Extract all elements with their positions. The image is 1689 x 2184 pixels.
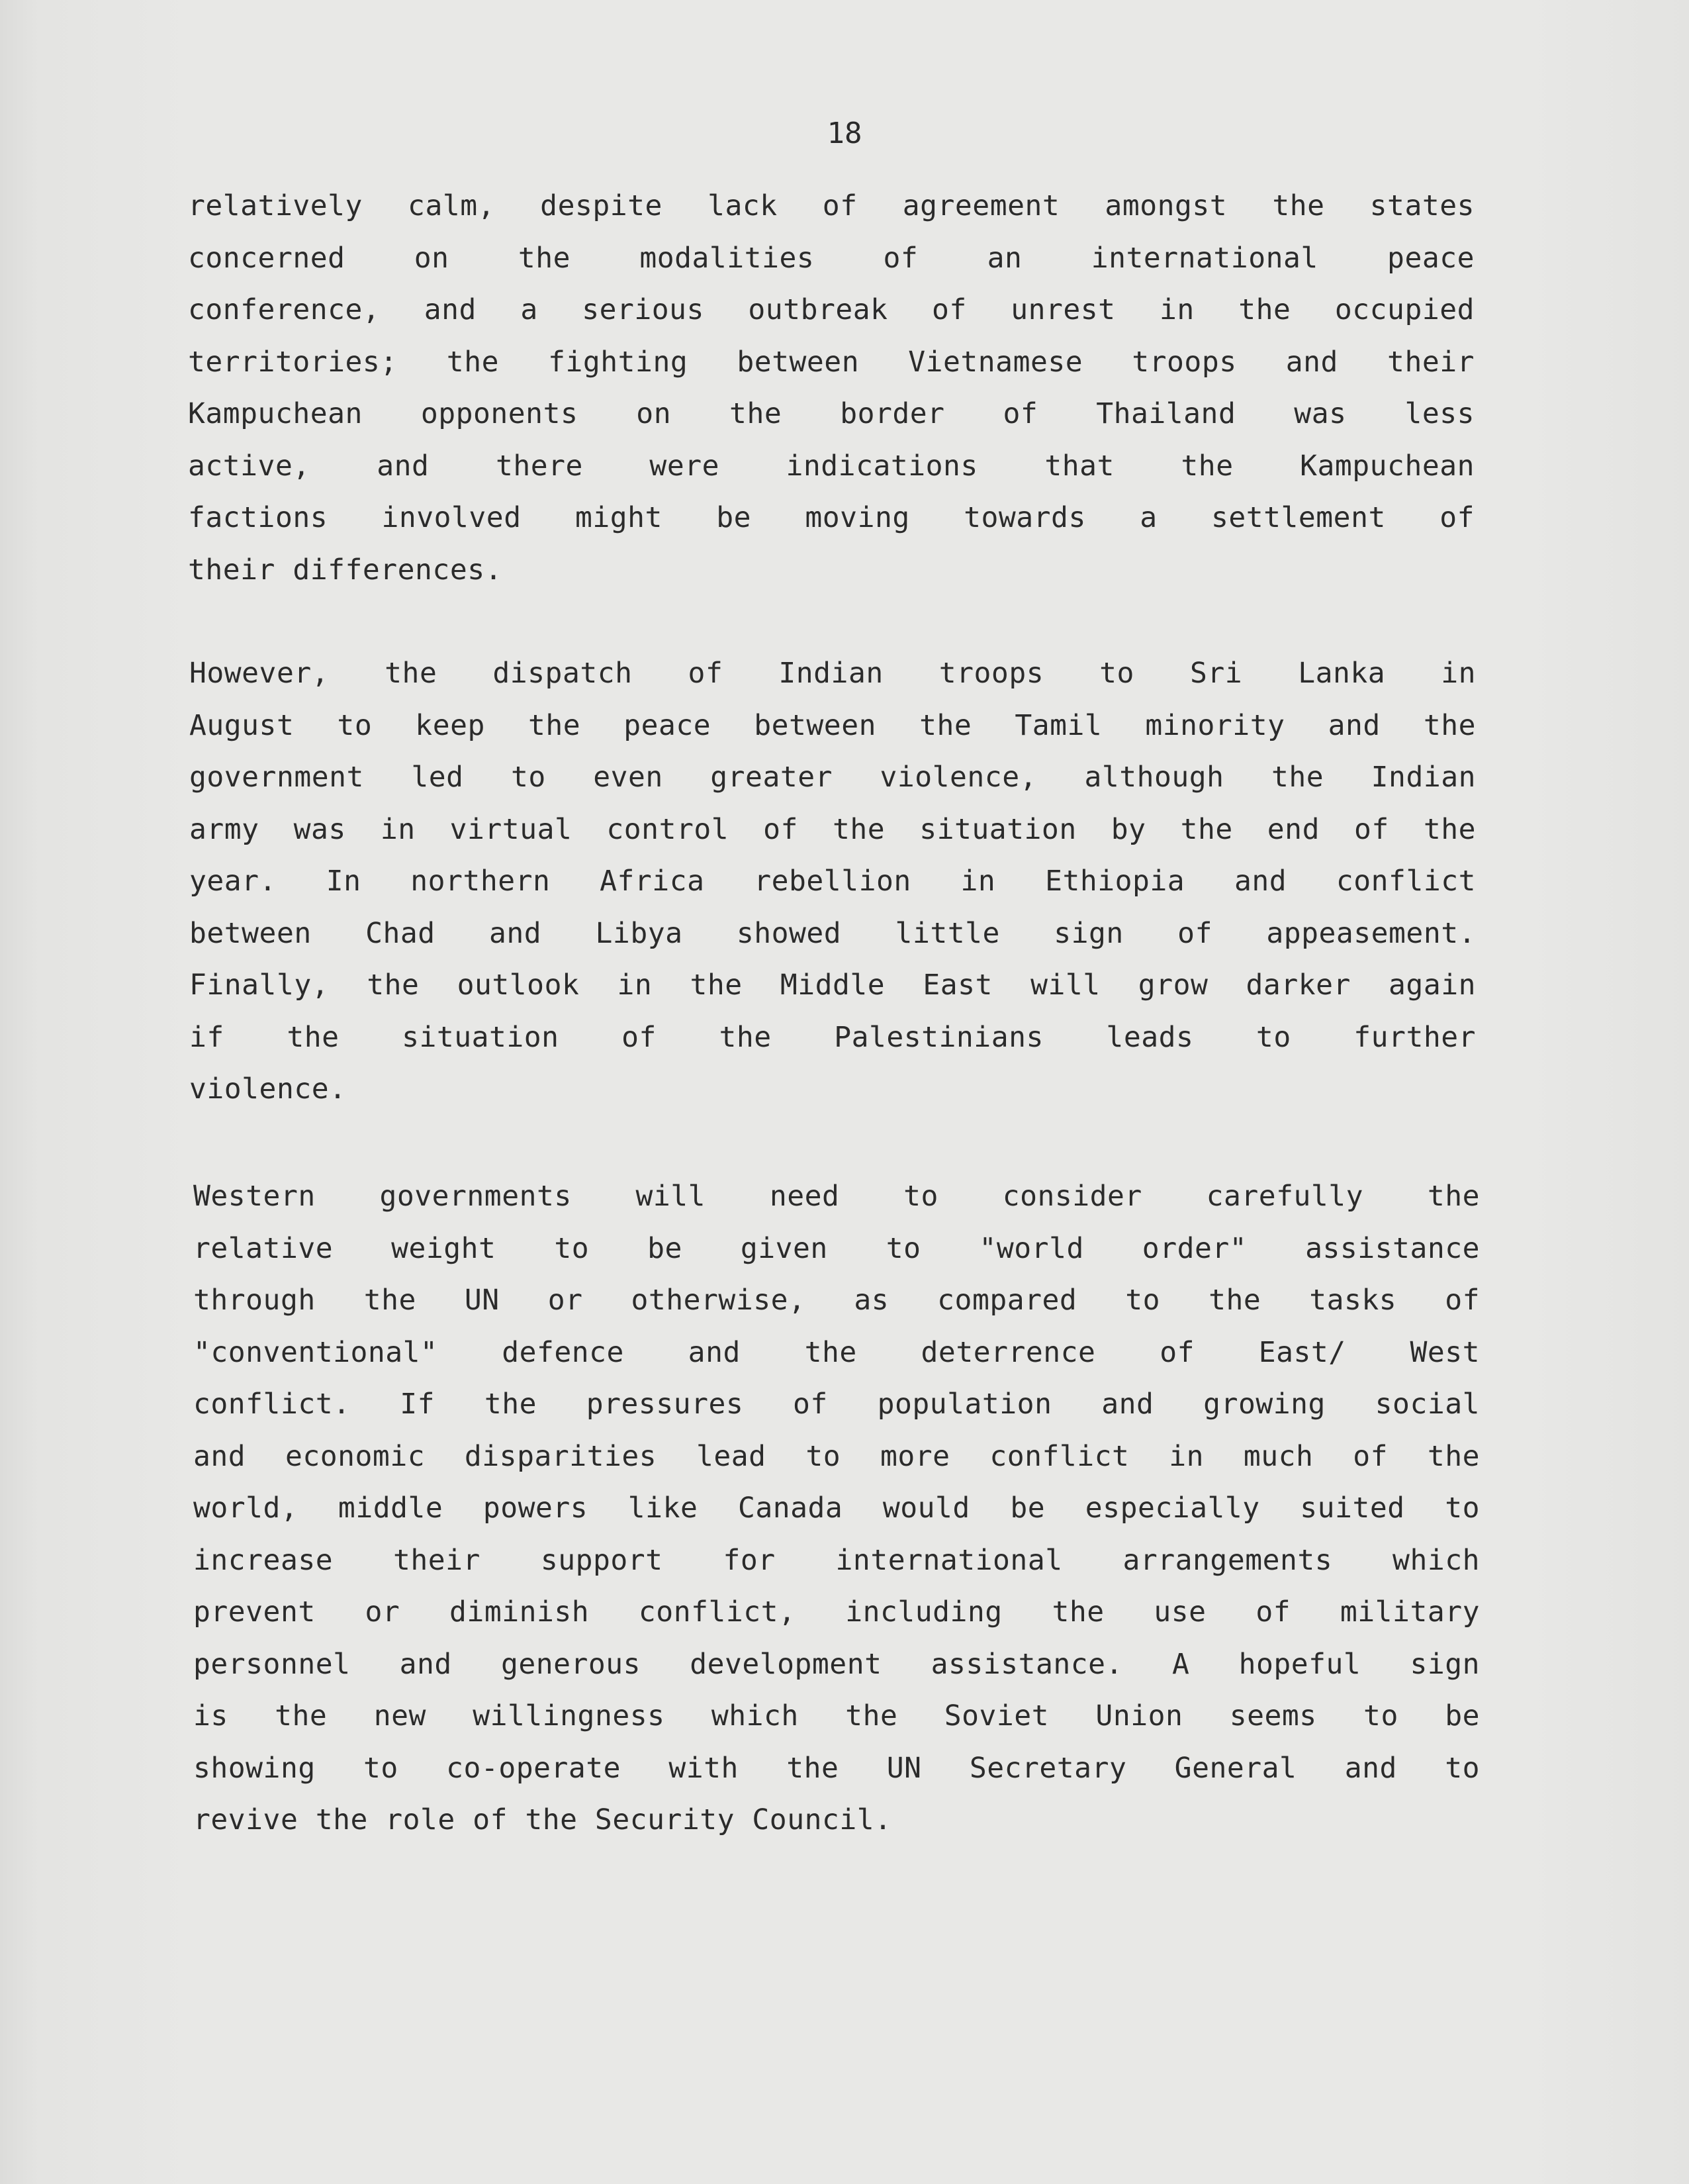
text-line: increase their support for international arrangements which bbox=[193, 1543, 1480, 1577]
text-line: between Chad and Libya showed little sign of appeasement. bbox=[189, 916, 1476, 950]
text-line: prevent or diminish conflict, including the use of military bbox=[193, 1595, 1480, 1629]
text-line: August to keep the peace between the Tamil minority and the bbox=[189, 708, 1476, 742]
text-line: personnel and generous development assistance. A hopeful sign bbox=[193, 1647, 1480, 1681]
text-line: Kampuchean opponents on the border of Thailand was less bbox=[188, 397, 1475, 430]
text-line: violence. bbox=[189, 1072, 347, 1106]
text-line: relatively calm, despite lack of agreement amongst the states bbox=[188, 189, 1475, 222]
text-line: showing to co-operate with the UN Secretary General and to bbox=[193, 1751, 1480, 1785]
text-line: relative weight to be given to "world order" assistance bbox=[193, 1231, 1480, 1265]
text-line: Finally, the outlook in the Middle East will grow darker again bbox=[189, 969, 1476, 1002]
page-number: 18 bbox=[827, 117, 862, 150]
text-line: government led to even greater violence, although the Indian bbox=[189, 761, 1476, 794]
text-line: world, middle powers like Canada would be especially suited to bbox=[193, 1492, 1480, 1525]
text-line: their differences. bbox=[188, 553, 502, 587]
text-line: and economic disparities lead to more conflict in much of the bbox=[193, 1439, 1480, 1473]
paragraph-1 bbox=[188, 180, 1475, 596]
paragraph-3 bbox=[193, 1170, 1480, 1846]
text-line: if the situation of the Palestinians leads to further bbox=[189, 1020, 1476, 1054]
text-line: Western governments will need to consider carefully the bbox=[193, 1180, 1480, 1213]
text-line: territories; the fighting between Vietnamese troops and their bbox=[188, 345, 1475, 379]
text-line: through the UN or otherwise, as compared to the tasks of bbox=[193, 1284, 1480, 1317]
text-line: concerned on the modalities of an international peace bbox=[188, 241, 1475, 275]
text-line: year. In northern Africa rebellion in Ethiopia and conflict bbox=[189, 865, 1476, 898]
text-line: active, and there were indications that the Kampuchean bbox=[188, 449, 1475, 483]
text-line: conflict. If the pressures of population and growing social bbox=[193, 1388, 1480, 1421]
text-line: army was in virtual control of the situation by the end of the bbox=[189, 812, 1476, 846]
text-line: revive the role of the Security Council. bbox=[193, 1803, 892, 1836]
text-line: "conventional" defence and the deterrence of East/ West bbox=[193, 1335, 1480, 1369]
text-line: is the new willingness which the Soviet Union seems to be bbox=[193, 1699, 1480, 1733]
text-line: conference, and a serious outbreak of unrest in the occupied bbox=[188, 293, 1475, 326]
paragraph-2 bbox=[189, 647, 1476, 1116]
text-line: factions involved might be moving towards a settlement of bbox=[188, 501, 1475, 534]
text-line: However, the dispatch of Indian troops to Sri Lanka in bbox=[189, 657, 1476, 690]
